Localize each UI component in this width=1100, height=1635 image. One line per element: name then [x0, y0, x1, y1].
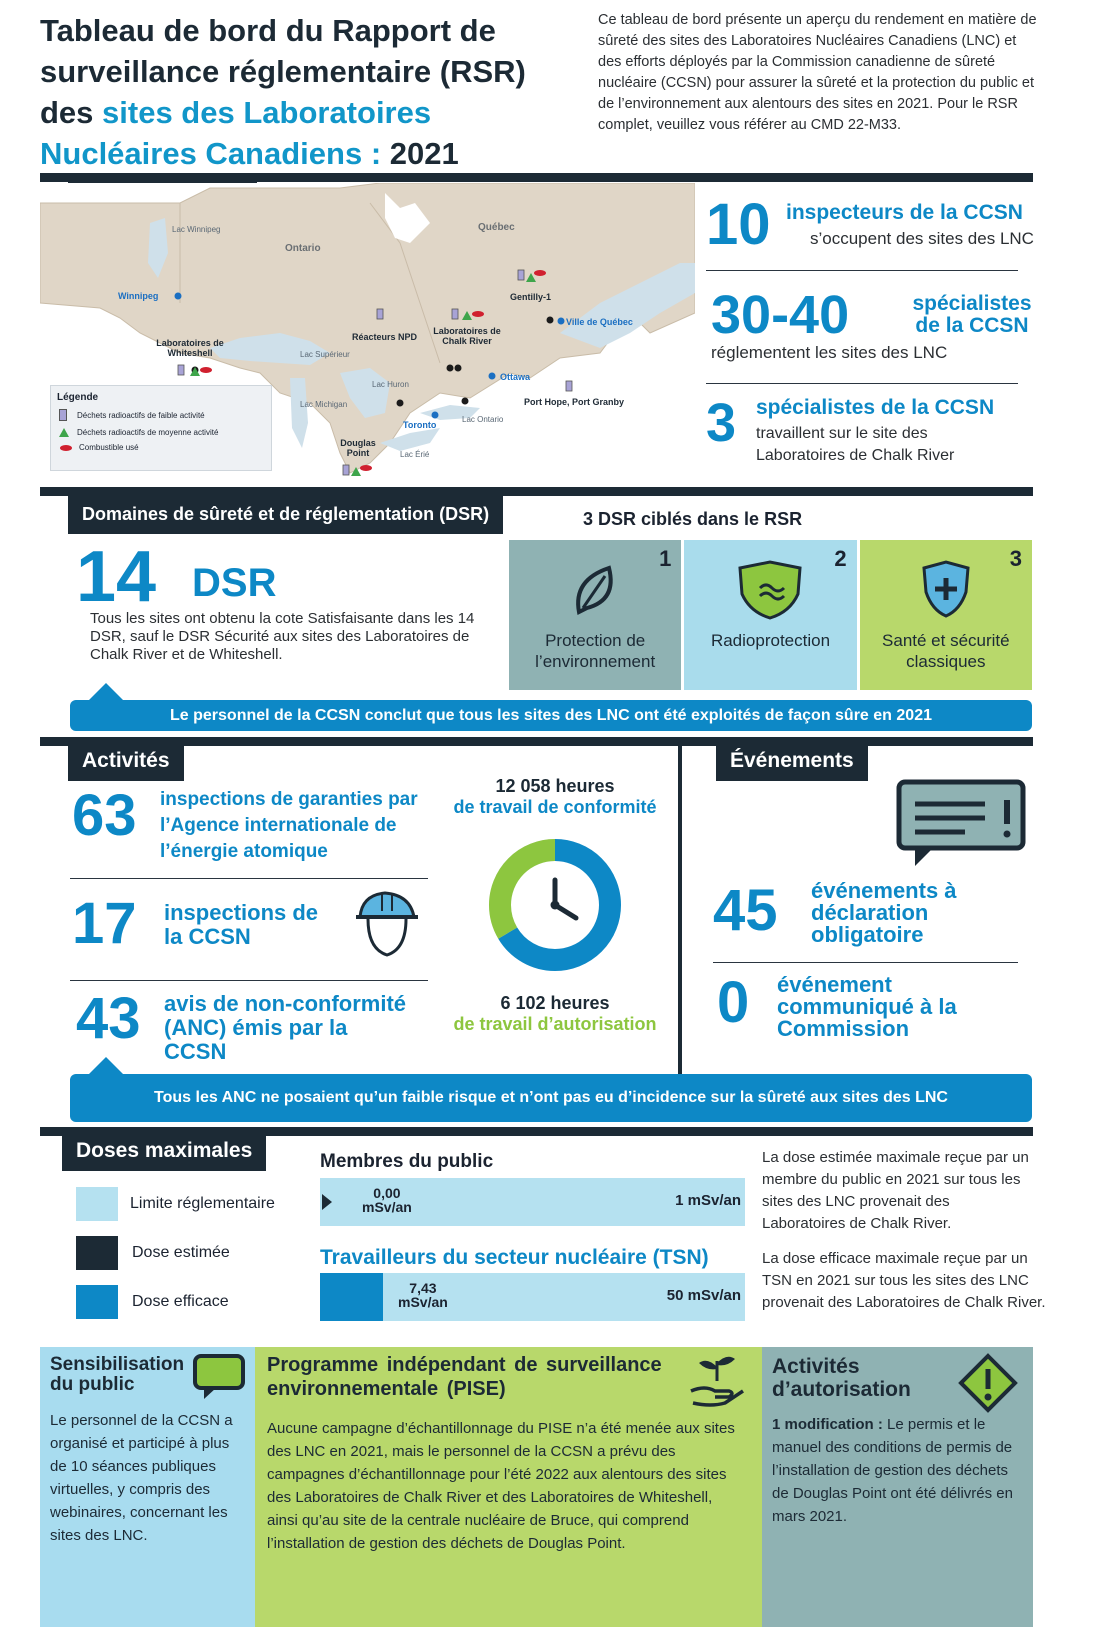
message-alert-icon: [895, 778, 1035, 868]
hardhat-worker-icon: [352, 887, 422, 962]
map-label-quebec-city: Ville de Québec: [566, 317, 633, 327]
speech-bubble-icon: [192, 1353, 247, 1401]
tsn-dose-bar: [320, 1273, 745, 1321]
medium-waste-icon: [59, 427, 69, 437]
intro-text: Ce tableau de bord présente un aperçu du rendement en matière de sûreté des sites des Laboratoires Nucléaires Canadiens (LNC) et des efforts déployés par la Commission canadienne de sûreté nucléaire (CCSN) pour assurer la sûreté et la protection du public et de l’environnement aux alentours des sites en 2021. Pour le RSR complet, veuillez vous référer au CMD 22-M33.: [598, 12, 1037, 133]
legend-swatch-effective: [76, 1285, 118, 1319]
panel-text: 1 modification : Le permis et le manuel des conditions de permis de l’installation de gestion des déchets de Douglas Point ont été délivrés en mars 2021.: [772, 1416, 1013, 1525]
dsr-card-label: Radioprotection: [710, 631, 831, 650]
map-label-winnipeg: Winnipeg: [118, 291, 159, 301]
dsr-card-label: Protection de l’environnement: [535, 631, 656, 671]
public-dose-title: Membres du public: [320, 1151, 494, 1172]
legend-item: Déchets radioactifs de faible activité: [59, 409, 271, 421]
anc-risk-banner: Tous les ANC ne posaient qu’un faible risque et n’ont pas eu d’incidence sur la sûreté aux sites des LNC: [70, 1074, 1032, 1122]
tsn-dose-title: Travailleurs du secteur nucléaire (TSN): [320, 1246, 709, 1269]
dsr-card-number: 1: [659, 546, 672, 571]
map-label-lac-huron: Lac Huron: [372, 380, 409, 389]
panel-title: Sensibilisation du public: [50, 1354, 185, 1395]
dsr-card: [684, 540, 856, 690]
dsr-card: [860, 540, 1032, 690]
divider: [40, 737, 1033, 746]
gentilly-icons: [518, 270, 546, 282]
map-label-quebec: Québec: [478, 222, 515, 233]
public-dose-marker: [322, 1194, 332, 1210]
whiteshell-icons: [178, 365, 212, 376]
low-waste-icon: [59, 409, 67, 421]
banner-pointer: [88, 1057, 124, 1075]
leaf-icon: [509, 560, 681, 625]
dsr-card-label: Santé et sécurité classiques: [882, 631, 1010, 671]
clock-icon: [551, 880, 577, 918]
dose-legend-item: Dose estimée: [76, 1236, 230, 1270]
map-label-gentilly: Gentilly-1: [510, 292, 552, 302]
legend-swatch-estimated: [76, 1236, 118, 1270]
map-label-reacteurs: Réacteurs NPD: [352, 332, 418, 342]
section-tag-dsr: Domaines de sûreté et de réglementation (DSR): [68, 494, 503, 534]
map-label-ontario: Ontario: [285, 243, 321, 254]
map-label-lac-ontario: Lac Ontario: [462, 415, 504, 424]
tsn-dose-note: La dose efficace maximale reçue par un TSN en 2021 sur tous les sites des LNC provenait des Laboratoires de Chalk River.: [762, 1250, 1046, 1311]
panel-text: Le personnel de la CCSN a organisé et participé à plus de 10 séances publiques virtuelles, y compris des webinaires, concernant les sites des LNC.: [50, 1412, 233, 1544]
divider: [70, 878, 428, 879]
dsr-card: [509, 540, 681, 690]
page-title: Tableau de bord du Rapport de surveillance réglementaire (RSR) des sites des Laboratoires Nucléaires Canadiens : 2021: [40, 13, 526, 171]
dose-legend-item: Dose efficace: [76, 1285, 229, 1319]
plant-hand-icon: [685, 1351, 750, 1411]
hours-autorisation: 6 102 heures de travail d’autorisation: [453, 993, 657, 1034]
map-legend: [50, 385, 272, 471]
tsn-dose-fill: [320, 1273, 383, 1321]
divider: [713, 962, 1018, 963]
divider: [70, 980, 428, 981]
map-label-douglas: Douglas Point: [340, 438, 376, 458]
legend-title: Légende: [57, 392, 99, 403]
shield-plus-icon: [860, 560, 1032, 625]
tsn-dose-limit: 50 mSv/an: [666, 1287, 741, 1304]
public-dose-bar: [320, 1178, 745, 1226]
banner-pointer: [88, 683, 124, 701]
hours-donut-chart: [480, 830, 630, 980]
map-label-lac-michigan: Lac Michigan: [300, 400, 348, 409]
public-dose-value: 0,00 mSv/an: [362, 1185, 412, 1215]
section-tag-activites: Activités: [68, 741, 184, 781]
safe-operation-banner: Le personnel de la CCSN conclut que tous les sites des LNC ont été exploités de façon sûre en 2021: [70, 700, 1032, 731]
warning-diamond-icon: [958, 1353, 1018, 1413]
chalk-river-icons: [452, 309, 484, 320]
divider: [706, 270, 1018, 271]
panel-text: Aucune campagne d’échantillonnage du PISE n’a été menée aux sites des LNC en 2021, mais le personnel de la CCSN a prévu des campagnes d’échantillonnage pour l’été 2022 aux alentours des sites des Laboratoires de Chalk River et des Laboratoires de Whiteshell, ainsi qu’au site de la centrale nucléaire de Bruce, qui comprend l’installation de gestion des déchets de Douglas Point.: [267, 1420, 735, 1552]
shield-radiation-icon: [684, 560, 856, 625]
map-label-lac-erie: Lac Érié: [400, 450, 430, 459]
map-label-ottawa: Ottawa: [500, 372, 531, 382]
douglas-icons: [343, 465, 372, 476]
public-dose-limit: 1 mSv/an: [675, 1192, 741, 1209]
map-label-lac-winnipeg: Lac Winnipeg: [172, 225, 221, 234]
map-label-toronto: Toronto: [403, 420, 437, 430]
map-label-chalk-river: Laboratoires de Chalk River: [433, 326, 501, 346]
panel-sensibilisation: [40, 1347, 255, 1627]
dsr-card-number: 2: [834, 546, 847, 571]
map-label-lac-superieur: Lac Supérieur: [300, 350, 350, 359]
section-tag-doses: Doses maximales: [62, 1131, 266, 1171]
legend-swatch-limit: [76, 1187, 118, 1221]
public-dose-note: La dose estimée maximale reçue par un membre du public en 2021 sur tous les sites des LNC provenait des Laboratoires de Chalk River.: [762, 1149, 1029, 1232]
panel-title: Activités d’autorisation: [772, 1355, 911, 1401]
port-hope-icons: [566, 381, 572, 391]
tsn-dose-value: 7,43 mSv/an: [398, 1280, 448, 1310]
dsr-number: 14: [76, 537, 157, 617]
dsr-label: DSR: [192, 561, 277, 605]
hours-conformite: 12 058 heures de travail de conformité: [453, 776, 657, 817]
reacteurs-icons: [377, 309, 383, 319]
dsr-targeted-title: 3 DSR ciblés dans le RSR: [583, 509, 803, 529]
legend-item: Combustible usé: [59, 443, 271, 452]
legend-item: Déchets radioactifs de moyenne activité: [59, 427, 271, 437]
map-label-whiteshell: Laboratoires de Whiteshell: [156, 338, 224, 358]
divider: [706, 383, 1018, 384]
dsr-text: Tous les sites ont obtenu la cote Satisfaisante dans les 14 DSR, sauf le DSR Sécurité aux sites des Laboratoires de Chalk River et de Whiteshell.: [90, 610, 475, 663]
map-label-port-hope: Port Hope, Port Granby: [524, 397, 625, 407]
panel-pise: [255, 1347, 762, 1627]
spent-fuel-icon: [59, 444, 73, 452]
dsr-cards: [509, 540, 1032, 690]
section-tag-evenements: Événements: [716, 741, 868, 781]
panel-autorisation: [762, 1347, 1033, 1627]
panel-title: Programme indépendant de surveillance environnementale (PISE): [267, 1354, 662, 1400]
dsr-card-number: 3: [1009, 546, 1022, 571]
dose-legend-item: Limite réglementaire: [76, 1187, 275, 1221]
